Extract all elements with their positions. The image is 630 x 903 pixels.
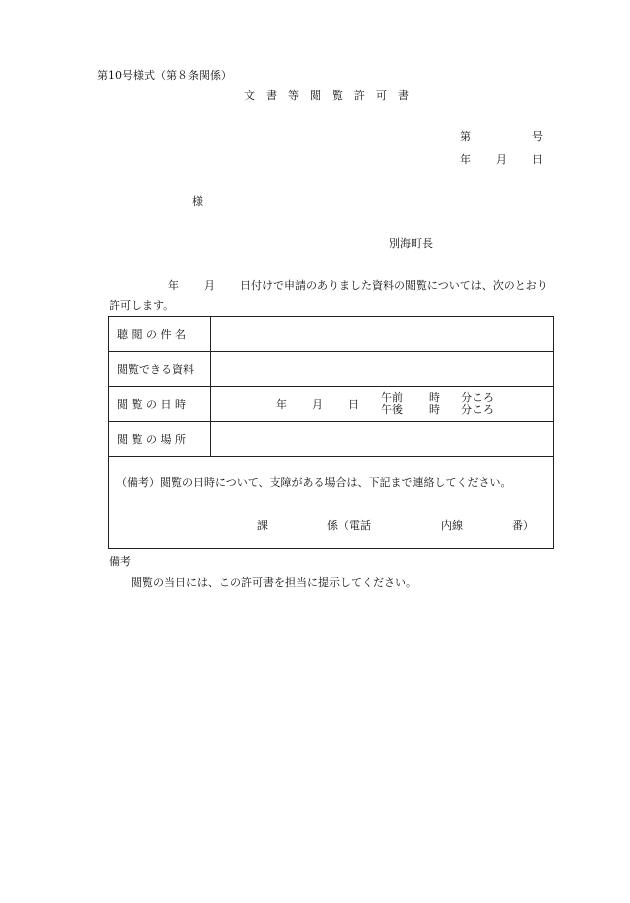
table-row (109, 387, 554, 422)
date-month-label: 月 (496, 153, 507, 166)
body-month: 月 (204, 279, 215, 292)
form-number: 第10号様式（第８条関係） (97, 69, 232, 82)
body-line1: 日付けで申請のありました資料の閲覧については、次のとおり (240, 279, 548, 292)
body-year: 年 (168, 279, 179, 292)
datetime-am-minute: 分ころ (461, 391, 494, 404)
datetime-pm-minute: 分ころ (461, 403, 494, 416)
memo-cell (109, 457, 554, 549)
contact-ka: 課 (257, 519, 268, 532)
datetime-day: 日 (348, 398, 359, 411)
subject-label: 聴 閲 の 件 名 (109, 317, 211, 352)
place-label: 閲 覧 の 場 所 (109, 422, 211, 457)
date-day-label: 日 (532, 153, 543, 166)
datetime-am: 午前 (381, 391, 403, 404)
place-value[interactable] (211, 422, 554, 457)
addressee-honorific: 様 (192, 195, 203, 208)
date-year-label: 年 (460, 153, 471, 166)
table-row (109, 422, 554, 457)
contact-kakari: 係（電話 (327, 519, 371, 532)
issuer-name: 別海町長 (389, 237, 433, 250)
contact-ban: 番） (512, 519, 534, 532)
datetime-value[interactable] (211, 387, 554, 422)
notes-heading: 備考 (109, 555, 131, 568)
contact-naisen: 内線 (441, 519, 463, 532)
table-row (109, 317, 554, 352)
table-row (109, 352, 554, 387)
datetime-month: 月 (312, 398, 323, 411)
datetime-pm: 午後 (381, 403, 403, 416)
document-number-suffix: 号 (532, 130, 543, 143)
document-number-prefix: 第 (460, 130, 471, 143)
datetime-year: 年 (276, 398, 287, 411)
document-title: 文 書 等 閲 覧 許 可 書 (244, 89, 409, 102)
body-line2: 許可します。 (109, 299, 175, 312)
memo-text: （備考）閲覧の日時について、支障がある場合は、下記まで連絡してください。 (116, 476, 512, 489)
materials-value[interactable] (211, 352, 554, 387)
materials-label: 閲覧できる資料 (109, 352, 211, 387)
table-row (109, 457, 554, 549)
permit-table (108, 316, 554, 549)
datetime-am-hour: 時 (429, 391, 440, 404)
notes-text: 閲覧の当日には、この許可書を担当に提示してください。 (131, 576, 417, 589)
subject-value[interactable] (211, 317, 554, 352)
datetime-label: 閲 覧 の 日 時 (109, 387, 211, 422)
datetime-pm-hour: 時 (429, 403, 440, 416)
